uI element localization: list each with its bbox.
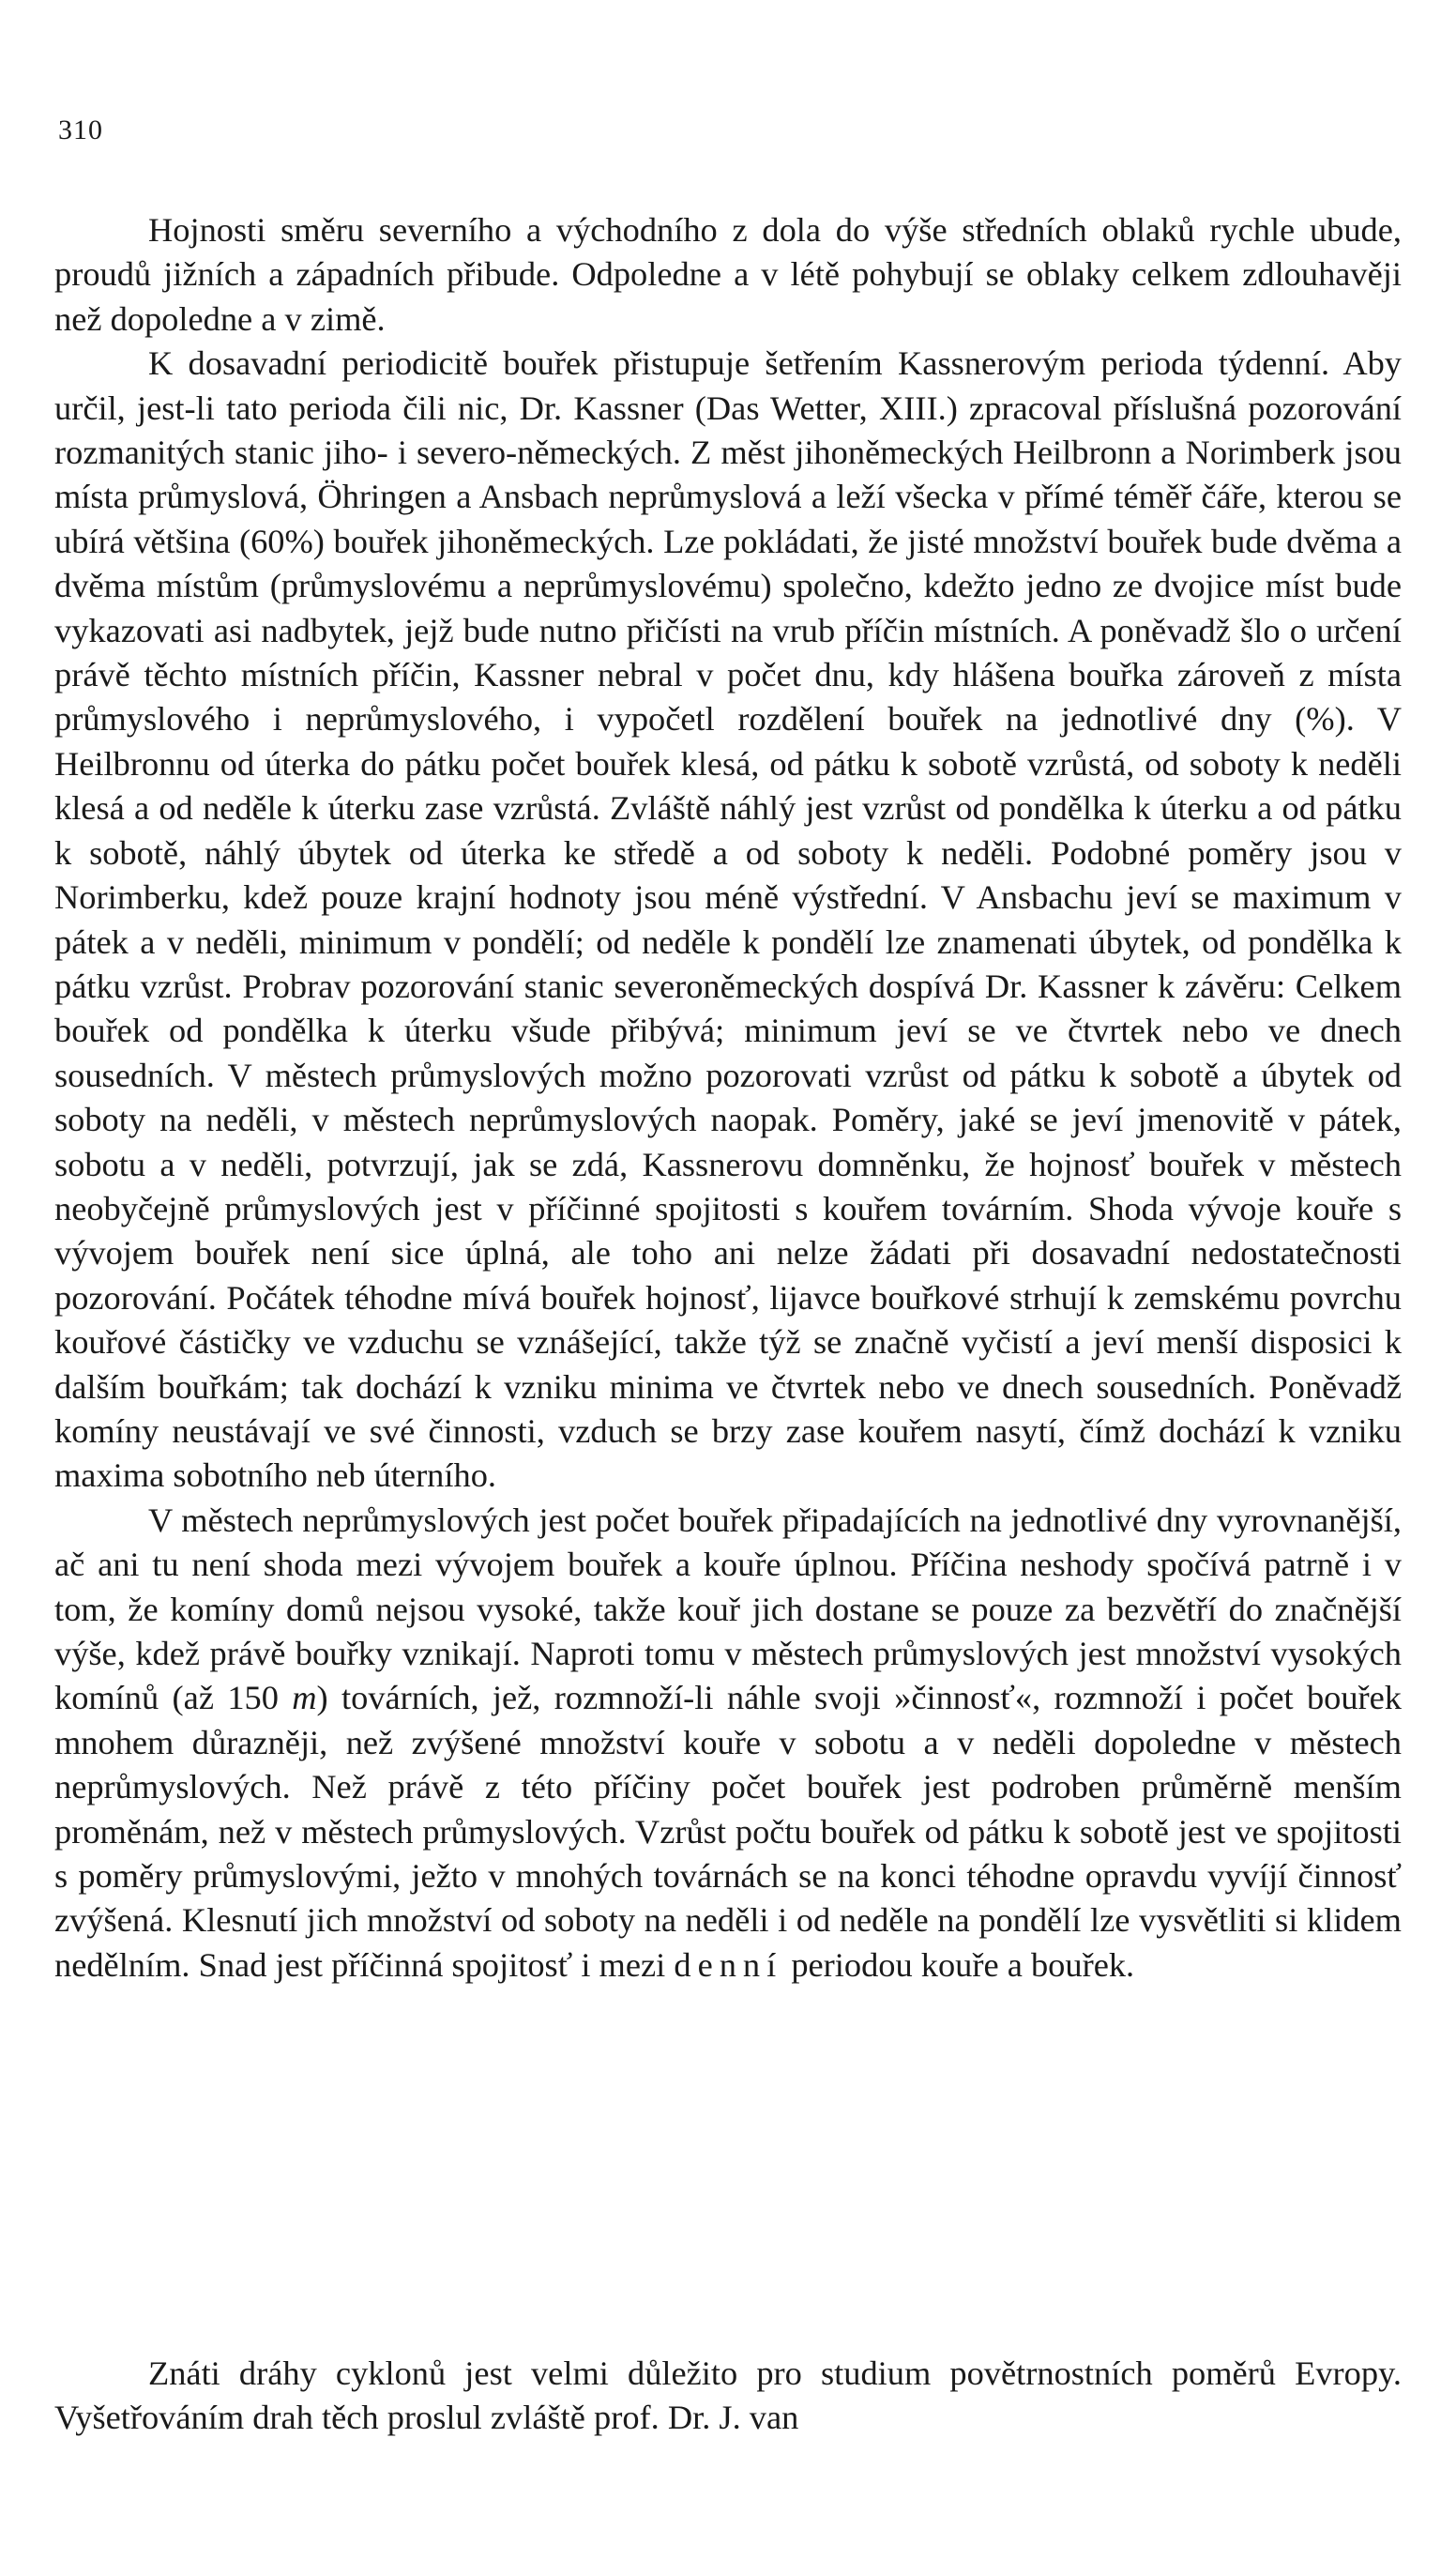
paragraph-3-text-c: periodou kouře a bouřek. <box>782 1945 1135 1984</box>
paragraph-2: K dosavadní periodicitě bouřek přistupuje šetřením Kassnerovým perioda týdenní. Aby určil, jest-li tato perioda čili nic, Dr. Kassner (Das Wetter, XIII.) zpracoval příslušná pozorování rozmanitých stanic jiho- i severo-německých. Z měst jihoněmeckých Heilbronn a Norimberk jsou místa průmyslová, Öhringen a Ansbach neprůmyslová a leží všecka v přímé téměř čáře, kterou se ubírá většina (60%) bouřek jihoněmeckých. Lze pokládati, že jisté množství bouřek bude dvěma a dvěma místům (průmyslovému a neprůmyslovému) společno, kdežto jedno ze dvojice míst bude vykazovati asi nadbytek, jejž bude nutno přičísti na vrub příčin místních. A poněvadž šlo o určení právě těchto místních příčin, Kassner nebral v počet dnu, kdy hlášena bouřka zároveň z místa průmyslového i neprůmyslového, i vypočetl rozdělení bouřek na jednotlivé dny (%). V Heilbronnu od úterka do pátku počet bouřek klesá, od pátku k sobotě vzrůstá, od soboty k neděli klesá a od neděle k úterku zase vzrůstá. Zvláště náhlý jest vzrůst od pondělka k úterku a od pátku k sobotě, náhlý úbytek od úterka ke středě a od soboty k neděli. Podobné poměry jsou v Norimberku, kdež pouze krajní hodnoty jsou méně výstřední. V Ansbachu jeví se maximum v pátek a v neděli, minimum v pondělí; od neděle k pondělí lze znamenati úbytek, od pondělka k pátku vzrůst. Probrav pozorování stanic severoněmeckých dospívá Dr. Kassner k závěru: Celkem bouřek od pondělka k úterku všude přibývá; minimum jeví se ve čtvrtek nebo ve dnech sousedních. V městech průmyslových možno pozorovati vzrůst od pátku k sobotě a úbytek od soboty na neděli, v městech neprůmyslových naopak. Poměry, jaké se jeví jmenovitě v pátek, sobotu a v neděli, potvrzují, jak se zdá, Kassnerovu domněnku, že hojnosť bouřek v městech neobyčejně průmyslových jest v příčinné spojitosti s kouřem továrním. Shoda vývoje kouře s vývojem bouřek není sice úplná, ale toho ani nelze žádati při dosavadní nedostatečnosti pozorování. Počátek téhodne mívá bouřek hojnosť, lijavce bouřkové strhují k zemskému povrchu kouřové částičky ve vzduchu se vznášející, takže týž se značně vyčistí a jeví menší disposici k dalším bouřkám; tak dochází k vzniku minima ve čtvrtek nebo ve dnech sousedních. Poněvadž komíny neustávají ve své činnosti, vzduch se brzy zase kouřem nasytí, čímž dochází k vzniku maxima sobotního neb úterního. <box>54 344 1402 1495</box>
emphasized-word: denní <box>674 1945 783 1984</box>
paragraph-3-text-b: ) továrních, jež, rozmnoží-li náhle svoji »činnosť«, rozmnoží i počet bouřek mnohem důrazněji, než zvýšené množství kouře v sobotu a v neděli dopoledne v městech neprůmyslových. Než právě z této příčiny počet bouřek jest podroben průměrně menším proměnám, než v městech průmyslových. Vzrůst počtu bouřek od pátku k sobotě jest ve spojitosti s poměry průmyslovými, ježto v mnohých továrnách se na konci téhodne opravdu vyvíjí činnosť zvýšená. Klesnutí jich množství od soboty na neděli i od neděle na pondělí lze vysvětliti si klidem nedělním. Snad jest příčinná spojitosť i mezi <box>54 1679 1402 1984</box>
closing-text-block <box>54 2352 1402 2441</box>
paragraph-4: Znáti dráhy cyklonů jest velmi důležito pro studium povětrnostních poměrů Evropy. Vyšetřováním drah těch proslul zvláště prof. Dr. J. van <box>54 2354 1402 2437</box>
paragraph-3-text-a: V městech neprůmyslových jest počet bouřek připadajících na jednotlivé dny vyrovnanější, ač ani tu není shoda mezi vývojem bouřek a kouře úplnou. Příčina neshody spočívá patrně i v tom, že komíny domů nejsou vysoké, takže kouř jich dostane se pouze za bezvětří do značnější výše, kdež právě bouřky vznikají. Naproti tomu v městech průmyslových jest množství vysokých komínů (až 150 <box>54 1501 1402 1717</box>
page-number: 310 <box>58 114 103 145</box>
main-text-block <box>54 208 1402 1988</box>
paragraph-3 <box>54 1499 1402 1988</box>
paragraph-1: Hojnosti směru severního a východního z dola do výše středních oblaků rychle ubude, proudů jižních a západních přibude. Odpoledne a v létě pohybují se oblaky celkem zdlouhavěji než dopoledne a v zimě. <box>54 211 1402 338</box>
unit-meters: m <box>292 1679 317 1717</box>
